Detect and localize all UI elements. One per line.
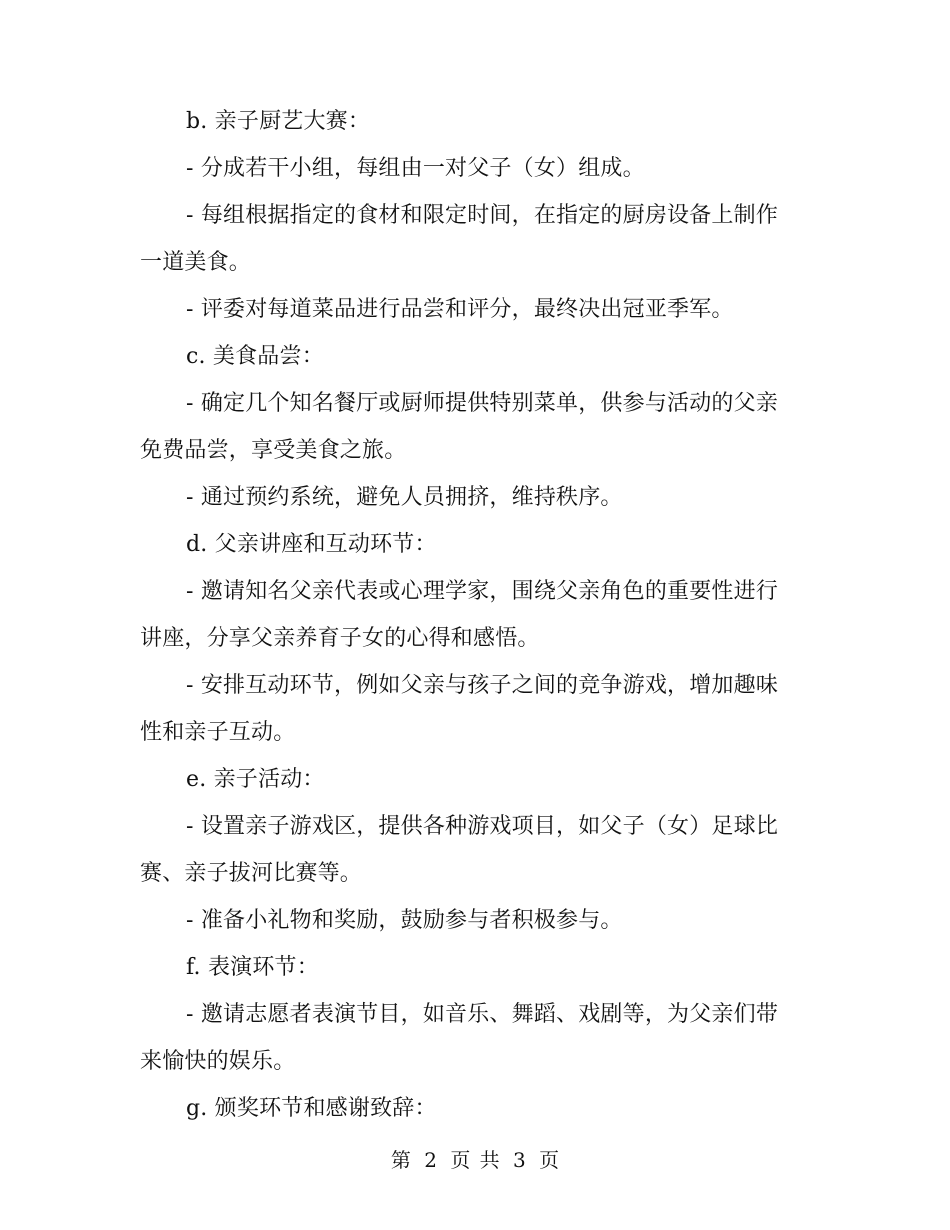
paragraph-e-item-2: - 准备小礼物和奖励，鼓励参与者积极参与。 <box>186 908 623 933</box>
footer-current-page: 2 <box>424 1148 437 1172</box>
paragraph-b-item-3: - 评委对每道菜品进行品尝和评分，最终决出冠亚季军。 <box>186 297 734 322</box>
paragraph-section-e-title: e. 亲子活动： <box>186 767 325 792</box>
footer-middle: 页 共 <box>450 1148 500 1172</box>
paragraph-section-g-title: g. 颁奖环节和感谢致辞： <box>186 1096 437 1121</box>
document-body <box>140 98 800 1132</box>
footer-prefix: 第 <box>390 1148 411 1172</box>
paragraph-section-d-title: d. 父亲讲座和互动环节： <box>186 532 437 557</box>
paragraph-d-item-2: - 安排互动环节，例如父亲与孩子之间的竞争游戏，增加趣味性和亲子互动。 <box>140 673 779 745</box>
paragraph-section-f-title: f. 表演环节： <box>186 955 319 980</box>
paragraph-c-item-1: - 确定几个知名餐厅或厨师提供特别菜单，供参与活动的父亲免费品尝，享受美食之旅。 <box>140 391 779 463</box>
paragraph-b-item-2: - 每组根据指定的食材和限定时间，在指定的厨房设备上制作一道美食。 <box>140 203 779 275</box>
paragraph-section-c-title: c. 美食品尝： <box>186 344 324 369</box>
footer-suffix: 页 <box>539 1148 560 1172</box>
paragraph-section-b-title: b. 亲子厨艺大赛： <box>186 109 371 134</box>
paragraph-e-item-1: - 设置亲子游戏区，提供各种游戏项目，如父子（女）足球比赛、亲子拔河比赛等。 <box>140 814 779 886</box>
paragraph-c-item-2: - 通过预约系统，避免人员拥挤，维持秩序。 <box>186 485 623 510</box>
paragraph-d-item-1: - 邀请知名父亲代表或心理学家，围绕父亲角色的重要性进行讲座，分享父亲养育子女的心得和感悟。 <box>140 579 779 651</box>
footer-total-pages: 3 <box>513 1148 526 1172</box>
paragraph-f-item-1: - 邀请志愿者表演节目，如音乐、舞蹈、戏剧等，为父亲们带来愉快的娱乐。 <box>140 1002 779 1074</box>
paragraph-b-item-1: - 分成若干小组，每组由一对父子（女）组成。 <box>186 156 645 181</box>
page-footer <box>0 1146 950 1174</box>
